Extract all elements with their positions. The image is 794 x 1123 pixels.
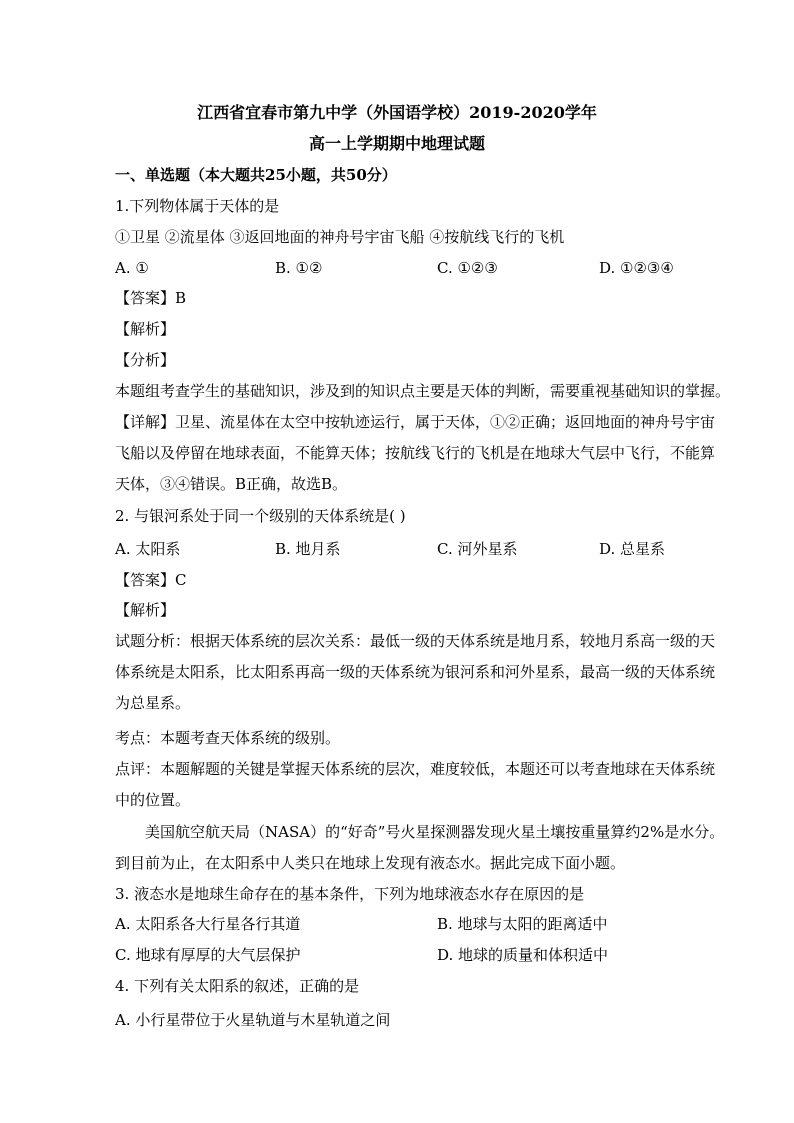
q1-option-d: D. ①②③④ [599, 259, 674, 277]
q4-option-a: A. 小行星带位于火星轨道与木星轨道之间 [115, 1011, 391, 1029]
passage-line2: 到目前为止，在太阳系中人类只在地球上发现有液态水。据此完成下面小题。 [115, 854, 626, 872]
q1-detail-line2: 飞船以及停留在地球表面，不能算天体；按航线飞行的飞机是在地球大气层中飞行，不能算 [115, 444, 716, 462]
q1-analysis: 本题组考查学生的基础知识，涉及到的知识点主要是天体的判断，需要重视基础知识的掌握。 [115, 382, 731, 400]
q2-option-a: A. 太阳系 [115, 540, 181, 558]
q1-jiexi-label: 【解析】 [115, 320, 176, 338]
q2-dianping-line2: 中的位置。 [115, 791, 191, 809]
q2-analysis-line1: 试题分析：根据天体系统的层次关系：最低一级的天体系统是地月系，较地月系高一级的天 [115, 632, 716, 650]
q2-option-b: B. 地月系 [275, 540, 341, 558]
document-title-line2: 高一上学期期中地理试题 [308, 134, 485, 153]
q2-analysis-line3: 为总星系。 [115, 694, 191, 712]
q1-items: ①卫星 ②流星体 ③返回地面的神舟号宇宙飞船 ④按航线飞行的飞机 [115, 228, 565, 246]
q1-option-b: B. ①② [275, 259, 323, 277]
passage-line1: 美国航空航天局（NASA）的“好奇”号火星探测器发现火星土壤按重量算约2%是水分。 [145, 823, 725, 841]
q1-option-a: A. ① [115, 259, 149, 277]
q3-option-a: A. 太阳系各大行星各行其道 [115, 915, 301, 933]
q2-jiexi-label: 【解析】 [115, 601, 176, 619]
q4-stem: 4. 下列有关太阳系的叙述，正确的是 [115, 977, 360, 995]
q2-option-c: C. 河外星系 [437, 540, 518, 558]
q1-fenxi-label: 【分析】 [115, 351, 176, 369]
q1-detail-line3: 天体，③④错误。B正确，故选B。 [115, 475, 348, 493]
document-title-line1: 江西省宜春市第九中学（外国语学校）2019-2020学年 [197, 103, 597, 122]
q1-answer: 【答案】B [115, 289, 187, 307]
q1-detail-line1: 【详解】卫星、流星体在太空中按轨迹运行，属于天体，①②正确；返回地面的神舟号宇宙 [115, 413, 716, 431]
q2-answer: 【答案】C [115, 571, 187, 589]
q2-analysis-line2: 体系统是太阳系，比太阳系再高一级的天体系统为银河系和河外星系，最高一级的天体系统 [115, 663, 716, 681]
q3-option-b: B. 地球与太阳的距离适中 [437, 915, 608, 933]
q2-kaodian: 考点：本题考查天体系统的级别。 [115, 729, 341, 747]
q2-dianping-line1: 点评：本题解题的关键是掌握天体系统的层次，难度较低，本题还可以考查地球在天体系统 [115, 760, 716, 778]
q1-stem: 1.下列物体属于天体的是 [115, 197, 280, 215]
q1-option-c: C. ①②③ [437, 259, 498, 277]
q2-option-d: D. 总星系 [599, 540, 666, 558]
q3-option-c: C. 地球有厚厚的大气层保护 [115, 946, 301, 964]
section-header: 一、单选题（本大题共25小题，共50分） [115, 166, 397, 184]
q3-stem: 3. 液态水是地球生命存在的基本条件，下列为地球液态水存在原因的是 [115, 885, 585, 903]
q3-option-d: D. 地球的质量和体积适中 [437, 946, 609, 964]
q2-stem: 2. 与银河系处于同一个级别的天体系统是( ) [115, 507, 406, 525]
